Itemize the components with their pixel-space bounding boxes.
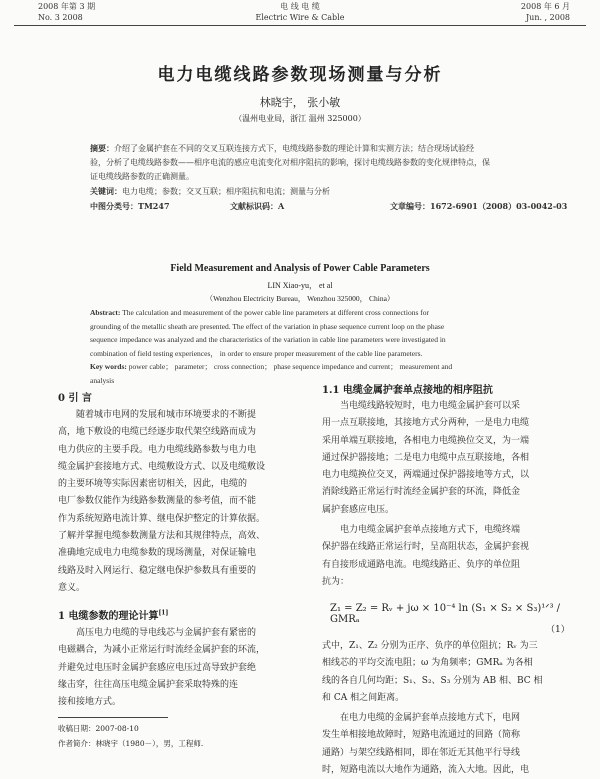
text-line: 电力电缆换位交叉，两端通过保护器接地等方式，以	[322, 470, 530, 481]
footnote-author: 作者简介：林晓宇（1980－），男，工程师.	[58, 739, 204, 748]
text-line: 属护套感应电压。	[322, 504, 395, 515]
text-line: 缘击穿，往往高压电缆金属护套采取特殊的连	[58, 679, 239, 690]
en-abstract-label: Abstract:	[90, 308, 121, 317]
text-line: 接和接地方式。	[58, 697, 122, 708]
text-line: 和 CA 相之间距离。	[322, 692, 405, 703]
paper-title: 电力电缆线路参数现场测量与分析	[157, 65, 443, 85]
text-line: 线路及时入网运行、稳定继电保护参数具有重要的	[58, 565, 257, 576]
text-line: 了解并掌握电缆参数测量方法和其规律特点，高效、	[58, 531, 266, 542]
footnote-received: 收稿日期：2007-08-10	[58, 724, 139, 733]
journal-name-cn: 电 线 电 缆	[280, 2, 320, 11]
text-line: 式中，Z₁、Z₂ 分别为正序、负序的单位阻抗；Rᵥ 为三	[322, 641, 538, 651]
text-line: 线的各自几何均距；S₁、S₂、S₃ 分别为 AB 相、BC 相	[322, 675, 543, 686]
en-abstract-line: The calculation and measurement of the power cable line parameters at different cross connections for	[122, 308, 429, 317]
text-line: 消除线路正常运行时流经金属护套的环流，降低金	[322, 487, 521, 498]
section-1-1-heading: 1.1 电缆金属护套单点接地的相序阻抗	[322, 385, 493, 396]
text-line: 用一点互联接地，其接地方式分两种，一是电力电缆	[322, 418, 530, 429]
section-0-heading: 0 引 言	[58, 393, 92, 404]
text-line: 随着城市电网的发展和城市环境要求的不断提	[76, 410, 257, 420]
header-rule	[14, 25, 586, 26]
section-1-title: 1 电缆参数的理论计算	[58, 611, 159, 622]
en-keywords-label: Key words:	[90, 362, 127, 371]
abstract-line: 介绍了金属护套在不同的交叉互联连接方式下，电缆线路参数的理论计算和实测方法；结合现场试验经	[114, 144, 474, 153]
paragraph-4	[322, 710, 574, 775]
journal-name-en: Electric Wire & Cable	[255, 13, 345, 22]
text-line: 高压电力电缆的导电线芯与金属护套有紧密的	[76, 628, 257, 638]
text-line: 相线芯的平均交流电阻；ω 为角频率；GMRₐ 为各相	[322, 658, 533, 669]
english-title: Field Measurement and Analysis of Power Cable Parameters	[170, 263, 430, 274]
text-line: 高，地下敷设的电缆已经逐步取代架空线路而成为	[58, 427, 257, 438]
text-line: 并避免过电压时金属护套感应电压过高导致护套绝	[58, 662, 257, 673]
article-number: 文章编号：1672-6901（2008）03-0042-03	[390, 201, 568, 211]
text-line: 缆金属护套接地方式、电缆敷设方式、以及电缆敷设	[58, 461, 266, 472]
text-line: 电力供应的主要手段。电力电缆线路参数与电力电	[58, 444, 257, 455]
en-abstract-line: sequence impedance was analyzed and the characteristics of the variation in cable line parameters were investigated in	[90, 335, 446, 344]
text-line: 意义。	[58, 582, 86, 593]
en-abstract-line: combination of field testing experiences， in order to ensure proper measurement of the cable line parameters.	[90, 348, 423, 358]
en-keywords-line: analysis	[90, 375, 115, 385]
text-line: 的主要环境等实际因素密切相关，因此，电缆的	[58, 479, 248, 490]
text-line: 作为系统短路电流计算、继电保护整定的计算依据。	[58, 513, 266, 524]
text-line: 有自接形成通路电流。电缆线路正、负序的单位阻	[322, 559, 521, 570]
section-1-heading	[58, 607, 168, 622]
keywords-text: 电力电缆；参数；交叉互联；相序阻抗和电流；测量与分析	[122, 187, 330, 196]
citation-ref: [1]	[158, 609, 169, 617]
english-author: LIN Xiao-yu， et al	[267, 281, 333, 290]
abstract-line: 验，分析了电缆线路参数——相序电流的感应电流变化对相序阻抗的影响，探讨电缆线路参数的变化规律特点，保	[90, 158, 490, 167]
abstract-cn	[90, 141, 568, 213]
text-line: 通过保护器接地；二是电力电缆中点互联接地，各相	[322, 452, 530, 463]
footnote-rule	[58, 717, 168, 718]
paragraph-3	[322, 638, 574, 707]
paper-authors: 林晓宇， 张小敏	[259, 96, 341, 109]
doc-code: 文献标识码：A	[230, 201, 285, 211]
journal-issue-en: No. 3 2008	[38, 13, 83, 22]
paragraph-1	[322, 398, 574, 519]
keywords-label: 关键词：	[90, 186, 122, 196]
text-line: 电力电缆金属护套单点接地方式下，电缆终端	[340, 525, 521, 535]
text-line: 通路）与架空线路相同，即在邻近无其他平行导线	[322, 747, 521, 758]
text-line: 在电力电缆的金属护套单点接地方式下，电网	[340, 713, 521, 723]
en-keywords-line: power cable； parameter； cross connection； phase sequence impedance and current； measurement and	[128, 362, 453, 371]
clc-number: 中图分类号：TM247	[90, 201, 170, 211]
text-line: 准确地完成电力电缆参数的现场测量，对保证输电	[58, 548, 257, 559]
english-affiliation: （Wenzhou Electricity Bureau， Wenzhou 325000， China）	[205, 294, 395, 303]
intro-paragraph	[58, 407, 306, 597]
abstract-label: 摘要：	[90, 143, 114, 153]
paper-affiliation: （温州电业局，浙江 温州 325000）	[234, 114, 366, 123]
equation-1: Z₁ = Z₂ = Rᵥ + jω × 10⁻⁴ ln (S₁ × S₂ × S₃)¹ᐟ³ / GMRₐ	[330, 603, 561, 625]
journal-issue-cn: 2008 年第 3 期	[38, 2, 96, 11]
text-line: 时，短路电流以大地作为通路，流入大地。因此，电	[322, 764, 530, 775]
abstract-line: 证电缆线路参数的正确测量。	[90, 172, 194, 181]
abstract-en	[90, 306, 550, 387]
text-line: 电厂参数仅能作为线路参数测量的参考值，而不能	[58, 496, 257, 507]
en-abstract-line: grounding of the metallic sheath are presented. The effect of the variation in phase sequence current loop on the phase	[90, 321, 445, 331]
text-line: 当电缆线路较短时，电力电缆金属护套可以采	[340, 401, 521, 411]
paragraph-2	[322, 522, 574, 591]
text-line: 电磁耦合，为减小正常运行时流经金属护套的环流，	[58, 645, 266, 656]
equation-number: （1）	[546, 625, 570, 635]
journal-date-cn: 2008 年 6 月	[520, 2, 570, 11]
journal-date-en: Jun. , 2008	[525, 13, 570, 22]
text-line: 保护器在线路正常运行时，呈高阻状态，金属护套视	[322, 542, 530, 553]
text-line: 采用单端互联接地，各相电力电缆换位交叉，为一端	[322, 435, 530, 446]
section-1-paragraph	[58, 625, 306, 711]
text-line: 抗为：	[322, 576, 350, 587]
text-line: 发生单相接地故障时，短路电流通过的回路（简称	[322, 730, 521, 741]
